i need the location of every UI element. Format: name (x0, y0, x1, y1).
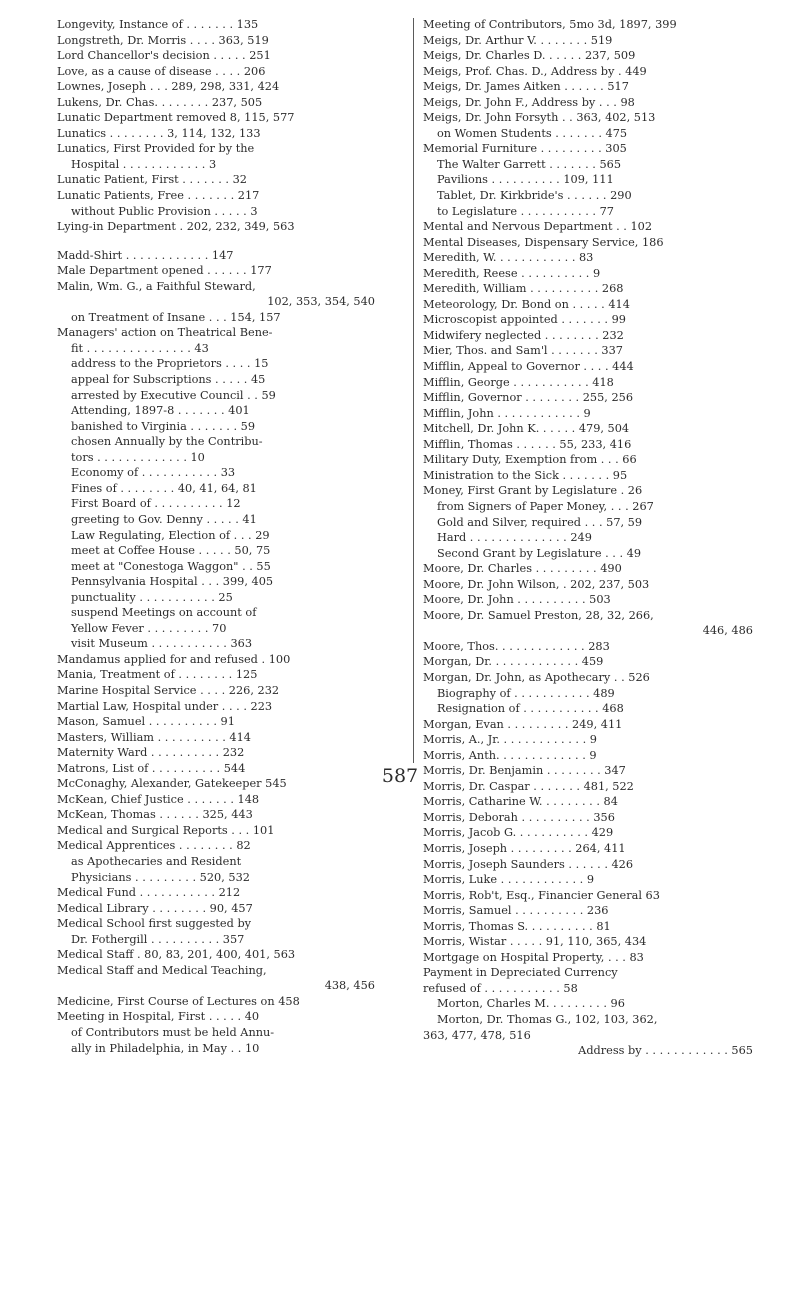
index-entry: Morgan, Evan . . . . . . . . . 249, 411 (423, 717, 623, 731)
index-entry: Mifflin, John . . . . . . . . . . . . 9 (423, 406, 591, 420)
index-entry: Microscopist appointed . . . . . . . 99 (423, 313, 626, 327)
index-entry: Meredith, W. . . . . . . . . . . . 83 (423, 251, 594, 265)
index-entry: Madd-Shirt . . . . . . . . . . . . 147 (57, 248, 234, 262)
index-entry: Moore, Dr. Charles . . . . . . . . . 490 (423, 562, 622, 576)
index-entry: Ministration to the Sick . . . . . . . 95 (423, 468, 628, 482)
index-entry: chosen Annually by the Contribu- (71, 435, 263, 449)
index-entry: The Walter Garrett . . . . . . . 565 (437, 157, 622, 171)
index-entry: Mifflin, George . . . . . . . . . . . 418 (423, 375, 614, 389)
index-entry: Lunatic Department removed 8, 115, 577 (57, 111, 295, 125)
index-entry: Mason, Samuel . . . . . . . . . . 91 (57, 715, 235, 729)
index-entry: Meigs, Dr. John Forsyth . . 363, 402, 513 (423, 111, 656, 125)
index-entry: Male Department opened . . . . . . 177 (57, 264, 272, 278)
index-entry: appeal for Subscriptions . . . . . 45 (71, 373, 266, 387)
index-entry: Mitchell, Dr. John K. . . . . . 479, 504 (423, 422, 630, 436)
index-entry: Lunatics, First Provided for by the (57, 142, 255, 156)
index-entry: Lunatic Patients, Free . . . . . . . 217 (57, 189, 260, 203)
index-entry: tors . . . . . . . . . . . . . 10 (71, 450, 205, 464)
index-entry: Morris, Thomas S. . . . . . . . . . 81 (423, 919, 611, 933)
index-entry: Morris, Rob't, Esq., Financier General 63 (423, 888, 660, 902)
index-entry: Resignation of . . . . . . . . . . . 468 (437, 702, 624, 716)
index-entry: meet at Coffee House . . . . . 50, 75 (71, 544, 271, 558)
index-entry: Medical Staff and Medical Teaching, (57, 963, 267, 977)
index-entry: 363, 477, 478, 516 (423, 1028, 531, 1042)
index-entry: McConaghy, Alexander, Gatekeeper 545 (57, 777, 287, 791)
index-entry: Managers' action on Theatrical Bene- (57, 326, 273, 340)
right-index-column (423, 17, 753, 1059)
index-entry: Meigs, Prof. Chas. D., Address by . 449 (423, 64, 647, 78)
index-entry: Attending, 1897-8 . . . . . . . 401 (71, 404, 250, 418)
index-entry: on Women Students . . . . . . . 475 (437, 126, 628, 140)
index-entry: Morgan, Dr. . . . . . . . . . . . . 459 (423, 655, 604, 669)
index-entry: Medical School first suggested by (57, 917, 252, 931)
index-entry: Morris, Catharine W. . . . . . . . . 84 (423, 795, 618, 809)
index-entry: Medical Library . . . . . . . . 90, 457 (57, 901, 253, 915)
index-entry: Meteorology, Dr. Bond on . . . . . 414 (423, 297, 630, 311)
index-entry: as Apothecaries and Resident (71, 854, 242, 868)
index-entry: Lunatic Patient, First . . . . . . . 32 (57, 173, 247, 187)
index-entry: Second Grant by Legislature . . . 49 (437, 546, 642, 560)
index-entry: Lying-in Department . 202, 232, 349, 563 (57, 220, 295, 234)
index-entry: Moore, Dr. John . . . . . . . . . . 503 (423, 593, 611, 607)
index-entry: greeting to Gov. Denny . . . . . 41 (71, 512, 257, 526)
index-entry: Medical and Surgical Reports . . . 101 (57, 823, 275, 837)
index-entry: Lukens, Dr. Chas. . . . . . . . 237, 505 (57, 95, 263, 109)
index-entry: Medical Apprentices . . . . . . . . 82 (57, 839, 251, 853)
index-entry: meet at "Conestoga Waggon" . . 55 (71, 559, 271, 573)
index-entry: Morris, Wistar . . . . . 91, 110, 365, 434 (423, 935, 647, 949)
index-entry: Money, First Grant by Legislature . 26 (423, 484, 643, 498)
index-entry: Masters, William . . . . . . . . . . 414 (57, 730, 251, 744)
index-entry: Morris, Dr. Caspar . . . . . . . 481, 522 (423, 779, 634, 793)
index-entry: suspend Meetings on account of (71, 606, 257, 620)
index-entry: 438, 456 (324, 979, 375, 993)
index-entry: Biography of . . . . . . . . . . . 489 (437, 686, 615, 700)
index-entry: Hospital . . . . . . . . . . . . 3 (71, 157, 217, 171)
index-entry: Longevity, Instance of . . . . . . . 135 (57, 18, 259, 31)
index-entry: Medical Staff . 80, 83, 201, 400, 401, 563 (57, 948, 296, 962)
index-entry: Medicine, First Course of Lectures on 458 (57, 994, 300, 1008)
index-entry: Tablet, Dr. Kirkbride's . . . . . . 290 (437, 189, 632, 203)
index-entry: First Board of . . . . . . . . . . 12 (71, 497, 241, 511)
index-entry: Yellow Fever . . . . . . . . . 70 (71, 621, 227, 635)
index-entry: Meredith, Reese . . . . . . . . . . 9 (423, 266, 601, 280)
index-entry: Payment in Depreciated Currency (423, 966, 618, 980)
index-entry: arrested by Executive Council . . 59 (71, 388, 276, 402)
index-entry: on Treatment of Insane . . . 154, 157 (71, 310, 281, 324)
index-entry: Malin, Wm. G., a Faithful Steward, (57, 279, 256, 293)
index-entry: Lord Chancellor's decision . . . . . 251 (57, 49, 271, 63)
index-entry: Mifflin, Appeal to Governor . . . . 444 (423, 360, 634, 374)
index-entry: Meeting in Hospital, First . . . . . 40 (57, 1010, 260, 1024)
column-divider (413, 18, 414, 763)
index-entry: Meigs, Dr. James Aitken . . . . . . 517 (423, 80, 629, 94)
index-entry: of Contributors must be held Annu- (71, 1026, 275, 1039)
index-entry: Physicians . . . . . . . . . 520, 532 (71, 870, 250, 884)
index-entry: Mifflin, Thomas . . . . . . 55, 233, 416 (423, 437, 632, 451)
index-entry: fit . . . . . . . . . . . . . . . 43 (71, 341, 209, 355)
index-entry: address to the Proprietors . . . . 15 (71, 357, 269, 371)
index-entry: Moore, Dr. Samuel Preston, 28, 32, 266, (423, 608, 654, 622)
index-entry: Moore, Thos. . . . . . . . . . . . . 283 (423, 639, 610, 653)
index-entry: Medical Fund . . . . . . . . . . . 212 (57, 886, 241, 900)
page-number: 587 (381, 765, 419, 787)
index-entry: Morris, Luke . . . . . . . . . . . . 9 (423, 873, 595, 887)
index-entry: Moore, Dr. John Wilson, . 202, 237, 503 (423, 577, 650, 591)
index-entry: without Public Provision . . . . . 3 (71, 204, 258, 218)
index-entry: from Signers of Paper Money, . . . 267 (437, 499, 654, 513)
index-entry: Maternity Ward . . . . . . . . . . 232 (57, 746, 245, 760)
index-entry: Meredith, William . . . . . . . . . . 268 (423, 282, 624, 296)
index-entry: Morris, Jacob G. . . . . . . . . . . 429 (423, 826, 614, 840)
index-entry: Economy of . . . . . . . . . . . 33 (71, 466, 236, 480)
index-entry: Mental Diseases, Dispensary Service, 186 (423, 235, 664, 249)
index-entry: Meigs, Dr. Charles D. . . . . . 237, 509 (423, 49, 636, 63)
index-entry: Gold and Silver, required . . . 57, 59 (437, 515, 643, 529)
index-entry: Law Regulating, Election of . . . 29 (71, 528, 270, 542)
index-entry: Longstreth, Dr. Morris . . . . 363, 519 (57, 33, 269, 47)
index-entry: Lunatics . . . . . . . . 3, 114, 132, 133 (57, 126, 261, 140)
index-entry: Morris, Joseph . . . . . . . . . 264, 411 (423, 841, 626, 855)
index-entry: to Legislature . . . . . . . . . . . 77 (437, 204, 614, 218)
index-entry: Address by . . . . . . . . . . . . 565 (578, 1044, 753, 1058)
index-entry: Meeting of Contributors, 5mo 3d, 1897, 399 (423, 18, 677, 31)
index-entry: Morton, Dr. Thomas G., 102, 103, 362, (437, 1013, 658, 1026)
index-entry: Marine Hospital Service . . . . 226, 232 (57, 683, 280, 697)
index-entry: Morris, Joseph Saunders . . . . . . 426 (423, 857, 634, 871)
index-entry: Morris, Dr. Benjamin . . . . . . . . 347 (423, 764, 626, 778)
index-entry: Midwifery neglected . . . . . . . . 232 (423, 328, 624, 342)
index-entry: Mortgage on Hospital Property, . . . 83 (423, 950, 644, 964)
index-entry: Fines of . . . . . . . . 40, 41, 64, 81 (71, 481, 257, 495)
index-entry: Mania, Treatment of . . . . . . . . 125 (57, 668, 258, 682)
index-entry: Morris, A., Jr. . . . . . . . . . . . . 9 (423, 733, 597, 747)
index-entry: punctuality . . . . . . . . . . . 25 (71, 590, 233, 604)
index-entry: Mandamus applied for and refused . 100 (57, 652, 291, 666)
index-entry: Memorial Furniture . . . . . . . . . 305 (423, 142, 627, 156)
index-entry: Military Duty, Exemption from . . . 66 (423, 453, 637, 467)
index-entry: Morris, Anth. . . . . . . . . . . . . 9 (423, 748, 597, 762)
index-entry: Morgan, Dr. John, as Apothecary . . 526 (423, 670, 650, 684)
index-entry: Morris, Deborah . . . . . . . . . . 356 (423, 810, 615, 824)
index-entry: Mier, Thos. and Sam'l . . . . . . . 337 (423, 344, 623, 358)
index-entry: Morris, Samuel . . . . . . . . . . 236 (423, 904, 609, 918)
index-entry: Hard . . . . . . . . . . . . . . 249 (437, 531, 592, 545)
index-entry: Pavilions . . . . . . . . . . 109, 111 (437, 173, 614, 187)
index-entry: 102, 353, 354, 540 (267, 295, 375, 309)
index-entry: Morton, Charles M. . . . . . . . . 96 (437, 997, 625, 1011)
index-entry: Love, as a cause of disease . . . . 206 (57, 64, 266, 78)
index-entry: Martial Law, Hospital under . . . . 223 (57, 699, 273, 713)
index-entry: Meigs, Dr. John F., Address by . . . 98 (423, 95, 635, 109)
index-entry: Matrons, List of . . . . . . . . . . 544 (57, 761, 246, 775)
index-entry: Mifflin, Governor . . . . . . . . 255, 256 (423, 391, 634, 405)
index-entry: Dr. Fothergill . . . . . . . . . . 357 (71, 932, 245, 946)
index-entry: Mental and Nervous Department . . 102 (423, 220, 653, 234)
index-entry: visit Museum . . . . . . . . . . . 363 (71, 637, 253, 651)
index-entry: 446, 486 (702, 624, 753, 638)
index-entry: Meigs, Dr. Arthur V. . . . . . . . 519 (423, 33, 613, 47)
index-entry: banished to Virginia . . . . . . . 59 (71, 419, 256, 433)
index-entry: McKean, Thomas . . . . . . 325, 443 (57, 808, 253, 822)
left-index-column (57, 17, 375, 1056)
index-entry: Lownes, Joseph . . . 289, 298, 331, 424 (57, 80, 280, 94)
index-entry: Pennsylvania Hospital . . . 399, 405 (71, 575, 274, 589)
index-entry: ally in Philadelphia, in May . . 10 (71, 1041, 260, 1055)
index-entry: refused of . . . . . . . . . . . 58 (423, 981, 578, 995)
index-entry: McKean, Chief Justice . . . . . . . 148 (57, 792, 260, 806)
